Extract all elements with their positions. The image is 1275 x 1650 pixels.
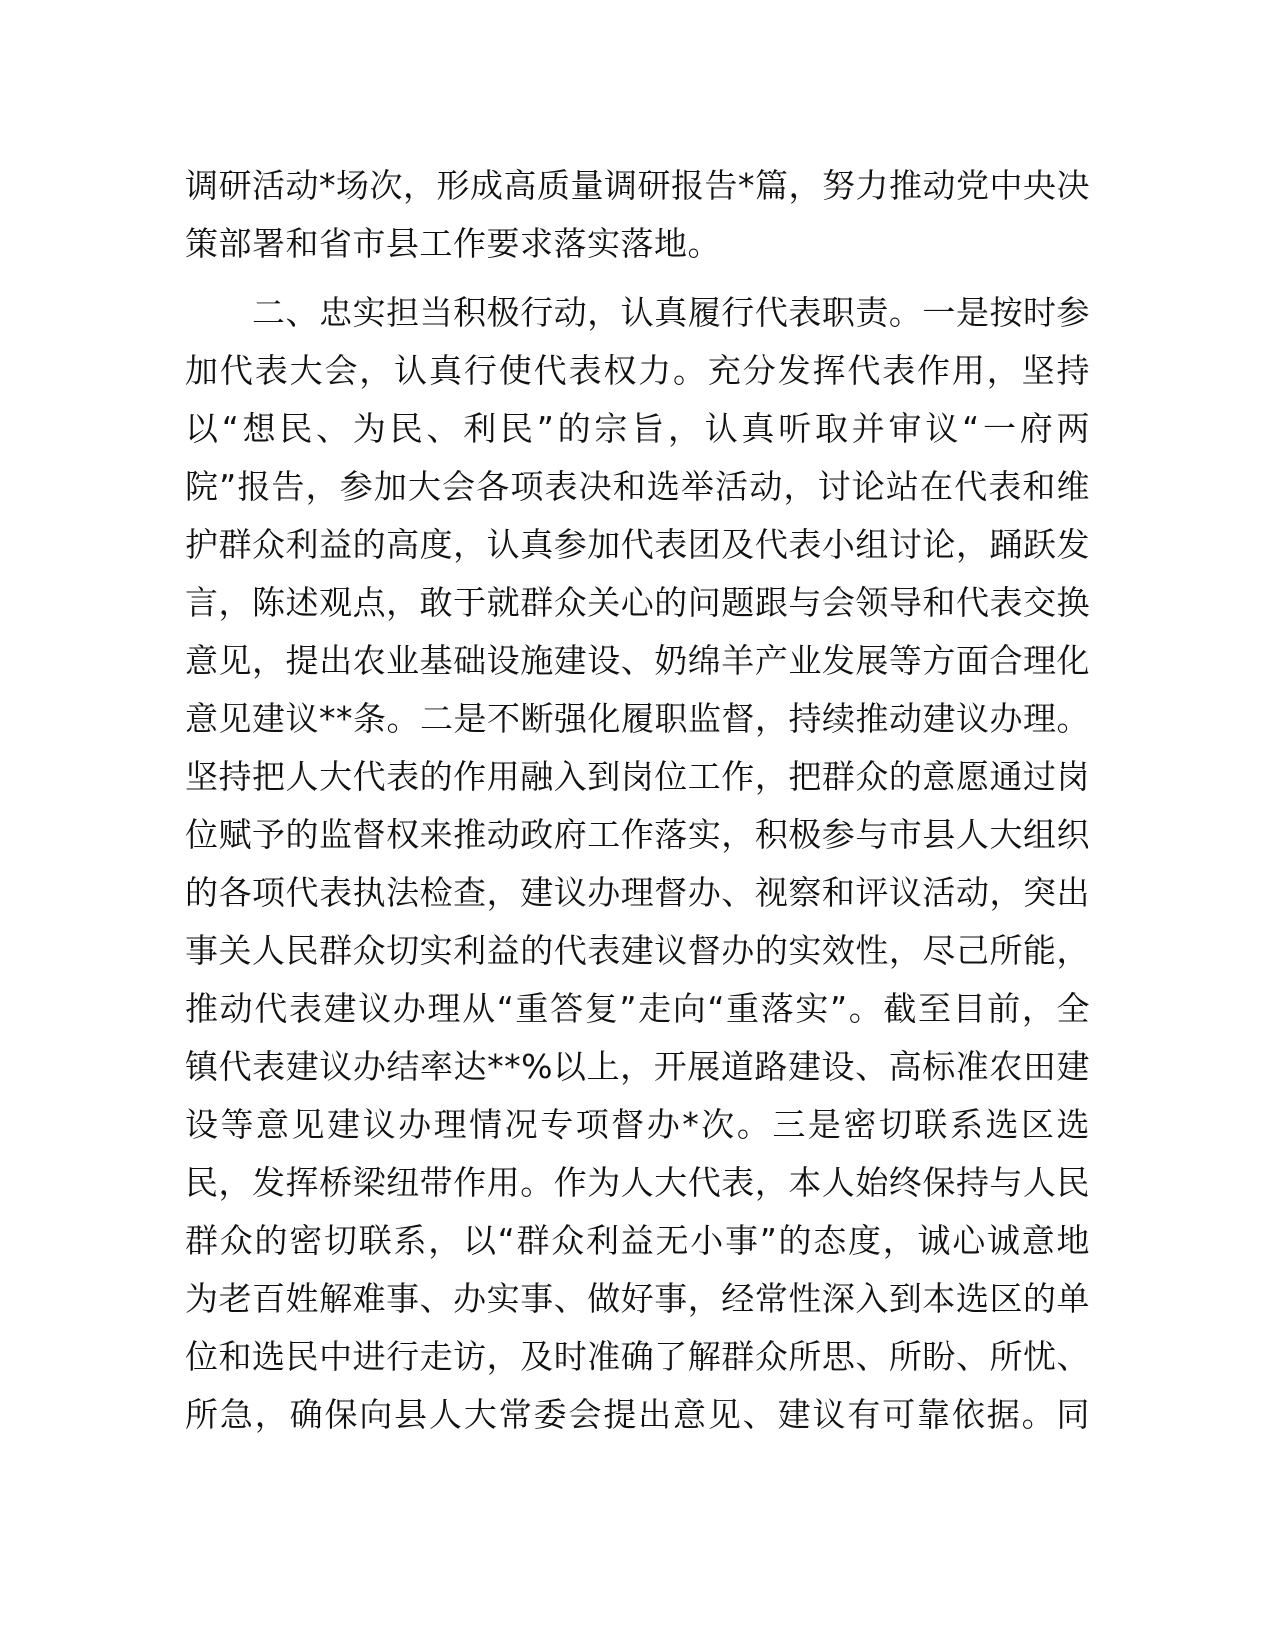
text-line: 设等意见建议办理情况专项督办*次。三是密切联系选区选: [185, 1105, 1090, 1144]
text-line: 位和选民中进行走访，及时准确了解群众所思、所盼、所忧、: [185, 1337, 1090, 1376]
text-line: 意见，提出农业基础设施建设、奶绵羊产业发展等方面合理化: [185, 641, 1090, 680]
text-line: 言，陈述观点，敢于就群众关心的问题跟与会领导和代表交换: [185, 583, 1090, 622]
text-line: 镇代表建议办结率达**%以上，开展道路建设、高标准农田建: [185, 1047, 1090, 1086]
text-line: 群众的密切联系，以“群众利益无小事”的态度，诚心诚意地: [185, 1221, 1090, 1260]
text-line: 以“想民、为民、利民”的宗旨，认真听取并审议“一府两: [185, 409, 1090, 448]
text-line: 二、忠实担当积极行动，认真履行代表职责。一是按时参: [185, 293, 1090, 332]
paragraph-2: [185, 284, 1090, 1444]
paragraph-1: [185, 157, 1090, 273]
text-line: 所急，确保向县人大常委会提出意见、建议有可靠依据。同: [185, 1395, 1090, 1434]
text-line: 推动代表建议办理从“重答复”走向“重落实”。截至目前，全: [185, 989, 1090, 1028]
text-line: 调研活动*场次，形成高质量调研报告*篇，努力推动党中央决: [185, 166, 1090, 205]
text-line: 策部署和省市县工作要求落实落地。: [185, 224, 721, 263]
text-line: 院”报告，参加大会各项表决和选举活动，讨论站在代表和维: [185, 467, 1090, 506]
text-line: 位赋予的监督权来推动政府工作落实，积极参与市县人大组织: [185, 815, 1090, 854]
text-line: 为老百姓解难事、办实事、做好事，经常性深入到本选区的单: [185, 1279, 1090, 1318]
text-line: 加代表大会，认真行使代表权力。充分发挥代表作用，坚持: [185, 351, 1090, 390]
text-line: 护群众利益的高度，认真参加代表团及代表小组讨论，踊跃发: [185, 525, 1090, 564]
text-line: 民，发挥桥梁纽带作用。作为人大代表，本人始终保持与人民: [185, 1163, 1090, 1202]
text-line: 事关人民群众切实利益的代表建议督办的实效性，尽己所能，: [185, 931, 1090, 970]
text-line: 意见建议**条。二是不断强化履职监督，持续推动建议办理。: [185, 699, 1090, 738]
text-line: 的各项代表执法检查，建议办理督办、视察和评议活动，突出: [185, 873, 1090, 912]
text-line: 坚持把人大代表的作用融入到岗位工作，把群众的意愿通过岗: [185, 757, 1090, 796]
